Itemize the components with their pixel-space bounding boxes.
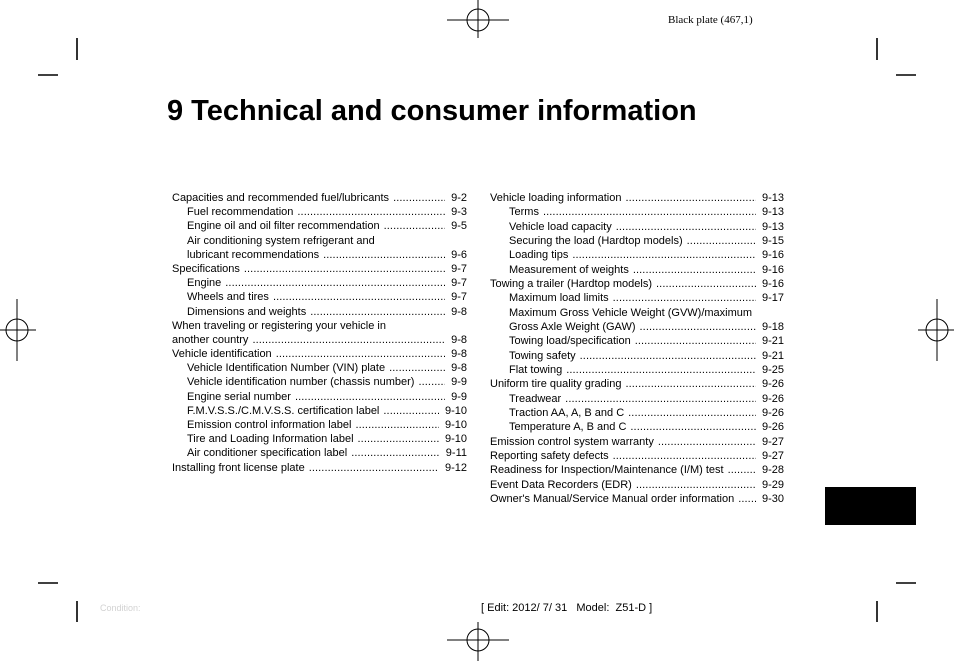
toc-entry-title: Engine serial number [187,390,291,403]
toc-entry-title: Vehicle Identification Number (VIN) plate [187,362,386,375]
toc-entry-line [490,320,784,334]
crop-mark-bottom-left [38,583,77,622]
leader-dots [221,276,445,290]
toc-entry[interactable] [490,478,784,492]
toc-entry-line [172,276,467,290]
toc-page-number: 9-26 [761,421,784,434]
leader-dots [624,406,756,420]
leader-dots [269,290,445,304]
toc-entry-title: Temperature A, B and C [509,421,627,434]
toc-entry-line [172,446,467,460]
leader-dots [683,234,756,248]
toc-entry[interactable] [490,220,784,234]
leader-dots [654,435,756,449]
leader-dots [568,248,756,262]
toc-page-number: 9-10 [444,404,467,417]
toc-entry[interactable] [172,276,467,290]
toc-entry-title: Securing the load (Hardtop models) [509,234,683,247]
toc-entry-title: Specifications [172,262,240,275]
toc-entry[interactable] [490,205,784,219]
toc-entry-title: Uniform tire quality grading [490,378,622,391]
leader-dots [385,361,445,375]
toc-page-number: 9-29 [761,478,784,491]
toc-entry-line [172,461,467,475]
toc-entry[interactable] [172,319,467,347]
leader-dots [347,446,440,460]
toc-entry-line [172,305,467,319]
toc-entry[interactable] [172,404,467,418]
toc-entry-title: Air conditioner specification label [187,447,348,460]
toc-entry[interactable] [172,205,467,219]
toc-entry-title: Towing safety [509,349,576,362]
toc-entry[interactable] [490,435,784,449]
toc-page-number: 9-8 [451,362,467,375]
toc-page-number: 9-8 [451,348,467,361]
toc-page-number: 9-2 [451,192,467,204]
toc-entry-line [172,234,467,248]
toc-page-number: 9-9 [451,390,467,403]
toc-page-number: 9-21 [761,335,784,348]
toc-page-number: 9-7 [451,262,467,275]
leader-dots [248,333,445,347]
toc-entry-line [490,392,784,406]
toc-page-number: 9-26 [761,378,784,391]
toc-entry-line [490,191,784,205]
toc-entry-line [490,277,784,291]
toc-entry-title: Vehicle loading information [490,192,622,204]
chapter-title: 9 Technical and consumer information [167,95,697,127]
toc-entry[interactable] [490,306,784,335]
toc-entry[interactable] [172,191,467,205]
toc-page-number: 9-27 [761,435,784,448]
toc-page-number: 9-17 [761,292,784,305]
toc-page-number: 9-6 [451,248,467,261]
toc-entry[interactable] [490,191,784,205]
condition-label: Condition: [100,603,141,613]
edit-info: [ Edit: 2012/ 7/ 31 Model: Z51-D ] [481,602,653,614]
toc-page-number: 9-28 [761,464,784,477]
leader-dots [305,461,439,475]
toc-entry-line [172,290,467,304]
toc-entry-line [172,319,467,333]
leader-dots [724,463,756,477]
toc-entry-line [172,191,467,205]
toc-entry-line [172,375,467,389]
toc-entry-title: Vehicle identification [172,348,272,361]
toc-page-number: 9-15 [761,234,784,247]
toc-entry-title: Terms [509,206,539,219]
leader-dots [621,377,756,391]
toc-entry-line [490,492,784,506]
toc-entry-line [172,205,467,219]
leader-dots [380,219,445,233]
toc-entry[interactable] [490,349,784,363]
toc-entry-title: Fuel recommendation [187,206,294,219]
toc-page-number: 9-7 [451,291,467,304]
toc-entry-title: Dimensions and weights [187,305,307,318]
leader-dots [291,390,445,404]
toc-entry[interactable] [490,263,784,277]
toc-page-number: 9-25 [761,363,784,376]
toc-entry-title: Owner's Manual/Service Manual order information [490,492,735,505]
toc-page-number: 9-3 [451,206,467,219]
toc-page-number: 9-12 [444,461,467,474]
leader-dots [629,263,756,277]
toc-entry-title: Installing front license plate [172,461,305,474]
leader-dots [319,248,445,262]
toc-entry-line [490,377,784,391]
toc-entry[interactable] [490,377,784,391]
leader-dots [609,449,756,463]
toc-entry-line [172,432,467,446]
toc-entry[interactable] [172,234,467,262]
toc-entry-line [172,361,467,375]
leader-dots [609,291,756,305]
toc-page-number: 9-8 [451,305,467,318]
toc-entry-line [172,262,467,276]
leader-dots [272,347,445,361]
toc-entry[interactable] [490,248,784,262]
toc-entry-line [490,406,784,420]
leader-dots [621,191,755,205]
toc-entry-title: Air conditioning system refrigerant and [187,234,375,247]
toc-entry[interactable] [490,449,784,463]
toc-page-number: 9-27 [761,449,784,462]
toc-entry-title: Tire and Loading Information label [187,433,354,446]
toc-entry[interactable] [490,492,784,506]
toc-entry-line [172,390,467,404]
leader-dots [632,478,756,492]
toc-entry-line [490,248,784,262]
toc-page-number: 9-9 [451,376,467,389]
toc-left-column [172,191,467,475]
toc-entry[interactable] [490,463,784,477]
toc-entry-title: When traveling or registering your vehicle in [172,319,386,332]
toc-entry-title: Maximum Gross Vehicle Weight (GVW)/maximum [509,306,753,319]
leader-dots [631,334,756,348]
toc-entry-line [172,347,467,361]
toc-entry-title: Engine [187,277,222,290]
toc-entry[interactable] [490,291,784,305]
leader-dots [379,404,439,418]
toc-entry[interactable] [172,432,467,446]
toc-entry-title: Readiness for Inspection/Maintenance (I/M) test [490,464,724,477]
toc-entry-title: Measurement of weights [509,263,629,276]
toc-page-number: 9-10 [444,419,467,431]
toc-entry-line [490,234,784,248]
toc-entry-line [490,263,784,277]
crop-mark-bottom-right [877,583,916,622]
toc-entry-line [172,219,467,233]
registration-mark-bottom [447,622,509,661]
leader-dots [351,418,439,432]
toc-entry-title: lubricant recommendations [187,248,320,261]
crop-mark-top-right [877,38,916,75]
leader-dots [561,392,756,406]
toc-entry-title: Event Data Recorders (EDR) [490,478,632,491]
toc-entry-line [490,291,784,305]
toc-entry[interactable] [172,305,467,319]
toc-entry[interactable] [490,277,784,291]
toc-entry-line [490,349,784,363]
toc-entry-title: Treadwear [509,392,562,405]
toc-entry-title: Gross Axle Weight (GAW) [509,320,636,333]
leader-dots [240,262,445,276]
leader-dots [652,277,756,291]
toc-entry[interactable] [490,392,784,406]
toc-entry-title: Engine oil and oil filter recommendation [187,220,380,233]
toc-page-number: 9-16 [761,263,784,276]
chapter-thumb-tab [825,487,916,525]
toc-entry[interactable] [490,363,784,377]
toc-page-number: 9-30 [761,492,784,505]
toc-entry-title: Capacities and recommended fuel/lubricants [172,192,390,204]
leader-dots [612,220,756,234]
leader-dots [293,205,445,219]
toc-entry-title: another country [172,333,249,346]
toc-page-number: 9-18 [761,320,784,333]
toc-entry-title: F.M.V.S.S./C.M.V.S.S. certification label [187,404,380,417]
toc-page-number: 9-7 [451,277,467,290]
toc-entry[interactable] [172,347,467,361]
leader-dots [734,492,756,506]
toc-entry-line [172,248,467,262]
toc-entry[interactable] [172,461,467,475]
toc-page-number: 9-26 [761,392,784,405]
toc-entry[interactable] [172,219,467,233]
toc-entry-title: Vehicle load capacity [509,220,612,233]
registration-mark-right [918,299,954,361]
toc-entry-line [172,404,467,418]
toc-entry-title: Reporting safety defects [490,449,609,462]
toc-entry-title: Flat towing [509,363,563,376]
toc-page-number: 9-11 [445,447,467,460]
toc-entry[interactable] [172,361,467,375]
toc-right-column [490,191,784,506]
toc-entry[interactable] [172,375,467,389]
toc-entry-line [490,220,784,234]
toc-entry[interactable] [490,334,784,348]
registration-mark-top [447,0,509,38]
toc-entry-line [172,333,467,347]
toc-page-number: 9-5 [451,220,467,233]
toc-entry[interactable] [172,446,467,460]
toc-entry-line [490,435,784,449]
toc-entry-line [490,463,784,477]
toc-entry-title: Loading tips [509,249,569,262]
toc-page-number: 9-21 [761,349,784,362]
toc-entry-title: Traction AA, A, B and C [509,406,625,419]
leader-dots [539,205,756,219]
toc-entry-line [490,205,784,219]
toc-page-number: 9-16 [761,277,784,290]
toc-page-number: 9-13 [761,192,784,204]
plate-info: Black plate (467,1) [668,14,753,26]
toc-entry-title: Towing a trailer (Hardtop models) [490,277,653,290]
toc-page-number: 9-26 [761,406,784,419]
toc-entry[interactable] [490,234,784,248]
toc-entry-title: Vehicle identification number (chassis number) [187,376,415,389]
leader-dots [626,420,756,434]
toc-entry-title: Maximum load limits [509,292,609,305]
toc-entry-line [490,420,784,434]
leader-dots [389,191,445,205]
registration-mark-left [0,299,36,361]
leader-dots [636,320,756,334]
toc-entry-line [490,449,784,463]
toc-entry-line [490,478,784,492]
toc-entry-line [490,363,784,377]
leader-dots [562,363,756,377]
toc-entry[interactable] [490,420,784,434]
crop-mark-top-left [38,38,77,75]
toc-entry-title: Wheels and tires [187,291,269,304]
toc-page-number: 9-16 [761,249,784,262]
leader-dots [354,432,439,446]
toc-entry-line [490,334,784,348]
leader-dots [576,349,756,363]
toc-entry-title: Emission control information label [187,419,352,431]
toc-entry[interactable] [172,390,467,404]
toc-page-number: 9-13 [761,220,784,233]
toc-entry-line [490,306,784,320]
toc-entry[interactable] [172,262,467,276]
toc-entry[interactable] [490,406,784,420]
toc-entry[interactable] [172,290,467,304]
toc-entry-title: Emission control system warranty [490,435,654,448]
toc-entry-title: Towing load/specification [509,335,631,348]
toc-page-number: 9-10 [444,433,467,446]
leader-dots [414,375,445,389]
leader-dots [306,305,445,319]
toc-page-number: 9-8 [451,333,467,346]
toc-page-number: 9-13 [761,206,784,219]
toc-entry-line [172,418,467,432]
toc-entry[interactable] [172,418,467,432]
